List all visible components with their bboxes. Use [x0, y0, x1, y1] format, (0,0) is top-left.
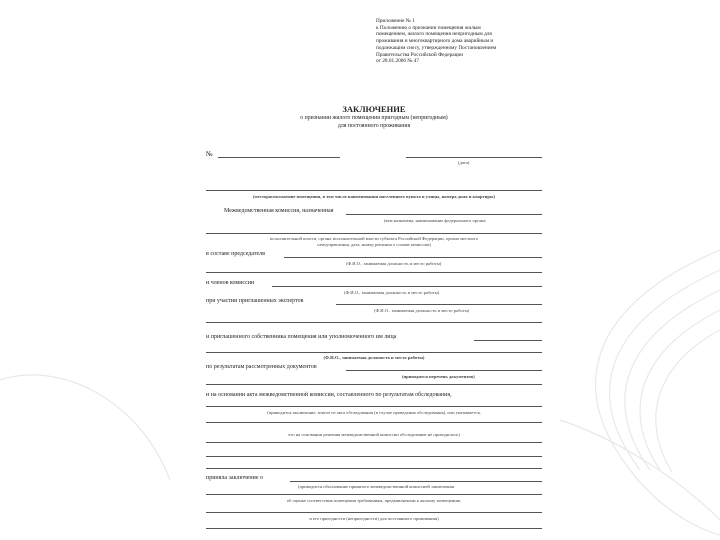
- members-field[interactable]: [272, 286, 542, 287]
- document-subtitle: для постоянного проживания: [337, 123, 411, 129]
- annex-line: подлежащим сносу, утвержденному Постановлением: [376, 44, 497, 51]
- decision-caption: (приводится обоснование принятого межведомственной комиссией заключения: [298, 484, 455, 489]
- chairman-caption: (Ф.И.О., занимаемая должность и место работы): [346, 261, 442, 266]
- docs-field[interactable]: [346, 370, 542, 371]
- date-field[interactable]: [406, 157, 542, 158]
- document-subtitle: о признании жилого помещения пригодным (непригодным): [300, 115, 448, 121]
- act-field-4[interactable]: [206, 456, 542, 457]
- chairman-field[interactable]: [284, 257, 542, 258]
- owner-label: и приглашенного собственника помещения или уполномоченного им лица: [206, 334, 397, 340]
- act-field-2[interactable]: [206, 422, 542, 423]
- experts-field-2[interactable]: [206, 322, 542, 323]
- location-caption: (месторасположение помещения, в том числе наименования населенного пункта и улицы, номера дома и квартиры): [252, 194, 496, 199]
- authority-caption: самоуправления, дата, номер решения о созыве комиссии): [317, 242, 431, 247]
- act-field-5[interactable]: [206, 468, 542, 469]
- chairman-label: в составе председателя: [206, 251, 265, 257]
- number-field[interactable]: [218, 157, 340, 158]
- annex-line: Правительства Российской Федерации: [376, 51, 464, 58]
- act-label: и на основании акта межведомственной комиссии, составленного по результатам обследования,: [206, 392, 452, 398]
- decision-caption: и его пригодности (непригодности) для постоянного проживания): [309, 516, 439, 521]
- decision-label: приняла заключение о: [206, 475, 264, 481]
- chairman-field-2[interactable]: [206, 272, 542, 273]
- act-field-3[interactable]: [206, 442, 542, 443]
- location-field[interactable]: [206, 190, 542, 191]
- docs-field-2[interactable]: [206, 384, 542, 385]
- document-title: ЗАКЛЮЧЕНИЕ: [342, 104, 406, 114]
- number-prefix: №: [206, 150, 213, 158]
- commission-label: Межведомственная комиссия, назначенная: [224, 208, 334, 214]
- docs-caption: (приводится перечень документов): [402, 374, 475, 379]
- date-caption: (дата): [458, 160, 470, 165]
- experts-label: при участии приглашенных экспертов: [206, 298, 304, 304]
- commission-field[interactable]: [346, 214, 542, 215]
- commission-caption: (кем назначена, наименование федерального органа: [384, 218, 486, 223]
- members-caption: (Ф.И.О., занимаемая должность и место работы): [344, 290, 440, 295]
- docs-label: по результатам рассмотренных документов: [206, 364, 317, 370]
- act-caption: что на основании решения межведомственной комиссии обследование не проводилось): [288, 432, 460, 437]
- document-page: [196, 14, 552, 534]
- act-field[interactable]: [206, 406, 542, 407]
- annex-line: помещением, жилого помещения непригодным для: [376, 31, 492, 38]
- annex-line: от 28.01.2006 № 47: [376, 58, 420, 65]
- decision-field-3[interactable]: [206, 512, 542, 513]
- act-caption: (приводится заключение, взятое из акта обследования (в случае проведения обследования), или указывается,: [267, 410, 481, 415]
- decision-field[interactable]: [290, 481, 542, 482]
- decision-field-4[interactable]: [206, 528, 542, 529]
- owner-caption: (Ф.И.О., занимаемая должность и место работы): [323, 355, 425, 360]
- annex-line: проживания и многоквартирного дома аварийным и: [376, 38, 494, 45]
- commission-field-2[interactable]: [206, 233, 542, 234]
- annex-line: Приложение № 1: [376, 18, 415, 24]
- decision-caption: об оценке соответствия помещения требованиям, предъявляемым к жилому помещению,: [286, 498, 462, 503]
- authority-caption: исполнительной власти, органа исполнительной власти субъекта Российской Федерации, органа местного: [269, 236, 479, 241]
- members-label: и членов комиссии: [206, 280, 255, 286]
- owner-field[interactable]: [474, 340, 542, 341]
- annex-reference: [376, 18, 546, 65]
- experts-field[interactable]: [336, 304, 542, 305]
- owner-field-2[interactable]: [206, 352, 542, 353]
- experts-caption: (Ф.И.О., занимаемая должность и место работы): [374, 308, 470, 313]
- annex-line: к Положению о признании помещения жилым: [376, 24, 481, 31]
- decision-field-2[interactable]: [206, 494, 542, 495]
